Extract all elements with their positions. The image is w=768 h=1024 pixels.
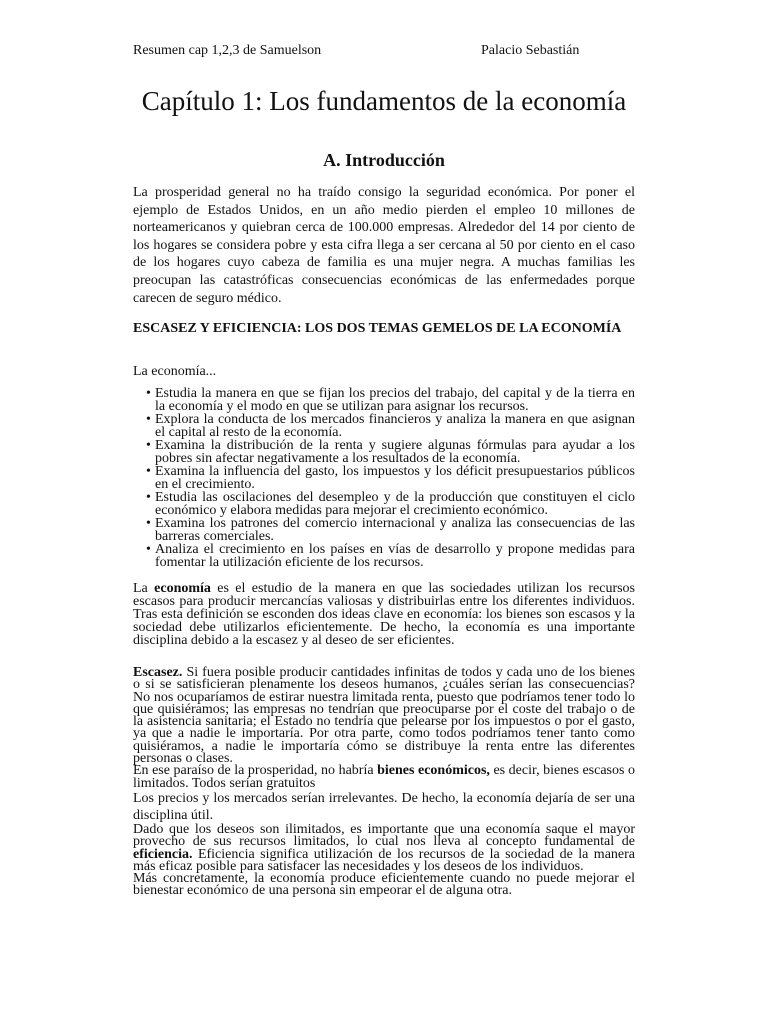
list-item: • Examina los patrones del comercio internacional y analiza las consecuencias de las barreras comerciales. (146, 517, 635, 543)
list-item: • Examina la distribución de la renta y sugiere algunas fórmulas para ayudar a los pobres sin afectar negativamente a los resultados de la economía. (146, 439, 635, 465)
bienes-economicos-term: bienes económicos, (377, 763, 490, 779)
list-item: • Explora la conducta de los mercados financieros y analiza la manera en que asignan el capital al resto de la economía. (146, 413, 635, 439)
list-item: • Estudia las oscilaciones del desempleo y de la producción que constituyen el ciclo económico y elabora medidas para mejorar el crecimiento económico. (146, 491, 635, 517)
list-item: • Analiza el crecimiento en los países en vías de desarrollo y propone medidas para fomentar la utilización eficiente de los recursos. (146, 543, 635, 569)
bienes-text-before: En ese paraíso de la prosperidad, no habría (133, 763, 378, 779)
running-header-left: Resumen cap 1,2,3 de Samuelson (133, 43, 322, 58)
definition-paragraph (133, 582, 635, 647)
eficiencia-text-before: Dado que los deseos son ilimitados, es importante que una economía saque el mayor provecho de sus recursos limitados, lo cual nos lleva al concepto fundamental de (133, 821, 635, 850)
eficiencia-text-after: Eficiencia significa utilización de los recursos de la sociedad de la manera más eficaz posible para satisfacer las necesidades y los deseos de los individuos. (133, 846, 635, 874)
section-heading: ESCASEZ Y EFICIENCIA: LOS DOS TEMAS GEMELOS DE LA ECONOMÍA (133, 321, 622, 336)
concretamente-paragraph: Más concretamente, la economía produce eficientemente cuando no puede mejorar el bienestar económico de una persona sin empeorar el de alguna otra. (133, 871, 635, 899)
chapter-title: Capítulo 1: Los fundamentos de la economía (141, 86, 627, 116)
precios-paragraph: Los precios y los mercados serían irrelevantes. De hecho, la economía dejaría de ser una disciplina útil. (133, 790, 635, 823)
eficiencia-term: eficiencia. (133, 846, 193, 862)
escasez-term: Escasez. (133, 665, 183, 680)
section-subtitle: A. Introducción (323, 150, 445, 170)
definition-lead: La (133, 581, 155, 596)
list-item: • Estudia la manera en que se fijan los precios del trabajo, del capital y de la tierra en la economía y el modo en que se utilizan para asignar los recursos. (146, 387, 635, 413)
bienes-text-after: es decir, bienes escasos o limitados. Todos serían gratuitos (133, 763, 635, 791)
escasez-section (133, 667, 635, 898)
running-header-right: Palacio Sebastián (481, 43, 580, 58)
eficiencia-paragraph (133, 821, 635, 874)
intro-paragraph: La prosperidad general no ha traído consigo la seguridad económica. Por poner el ejemplo de Estados Unidos, en un año medio pierden el empleo 10 millones de norteamericanos y quiebran cerca de 100.000 empresas. Alrededor del 14 por ciento de los hogares se considera pobre y esta cifra llega a ser cercana al 50 por ciento en el caso de los hogares cuyo cabeza de familia es una mujer negra. A muchas familias les preocupan las catastróficas consecuencias económicas de las enfermedades porque carecen de seguro médico. (133, 185, 635, 306)
escasez-text: Si fuera posible producir cantidades infinitas de todos y cada uno de los bienes o si se satisficieran plenamente los deseos humanos, ¿cuáles serían las consecuencias? No nos ocuparíamos de estirar nuestra limitada renta, puesto que podríamos tener todo lo que quisiéramos; las empresas no tendrían que preocuparse por el coste del trabajo o de la asistencia sanitaria; el Estado no tendría que pelearse por los impuestos o por el gasto, ya que a nadie le importaría. Por otra parte, como todos podríamos tener tanto como quisiéramos, a nadie le importaría cómo se distribuye la renta entre las diferentes personas o clases. (133, 665, 635, 767)
definition-term: economía (154, 581, 211, 596)
bienes-economicos-paragraph (133, 765, 635, 790)
list-intro: La economía... (133, 364, 217, 379)
bullet-list (146, 387, 635, 569)
definition-text: es el estudio de la manera en que las sociedades utilizan los recursos escasos para producir mercancías valiosas y distribuirlas entre los diferentes individuos. Tras esta definición se esconden dos ideas clave en economía: los bienes son escasos y la sociedad debe utilizarlos eficientemente. De hecho, la economía es una importante disciplina debido a la escasez y al deseo de ser eficientes. (133, 581, 636, 648)
escasez-paragraph (133, 667, 635, 765)
list-item: • Examina la influencia del gasto, los impuestos y los déficit presupuestarios públicos en el crecimiento. (146, 465, 635, 491)
